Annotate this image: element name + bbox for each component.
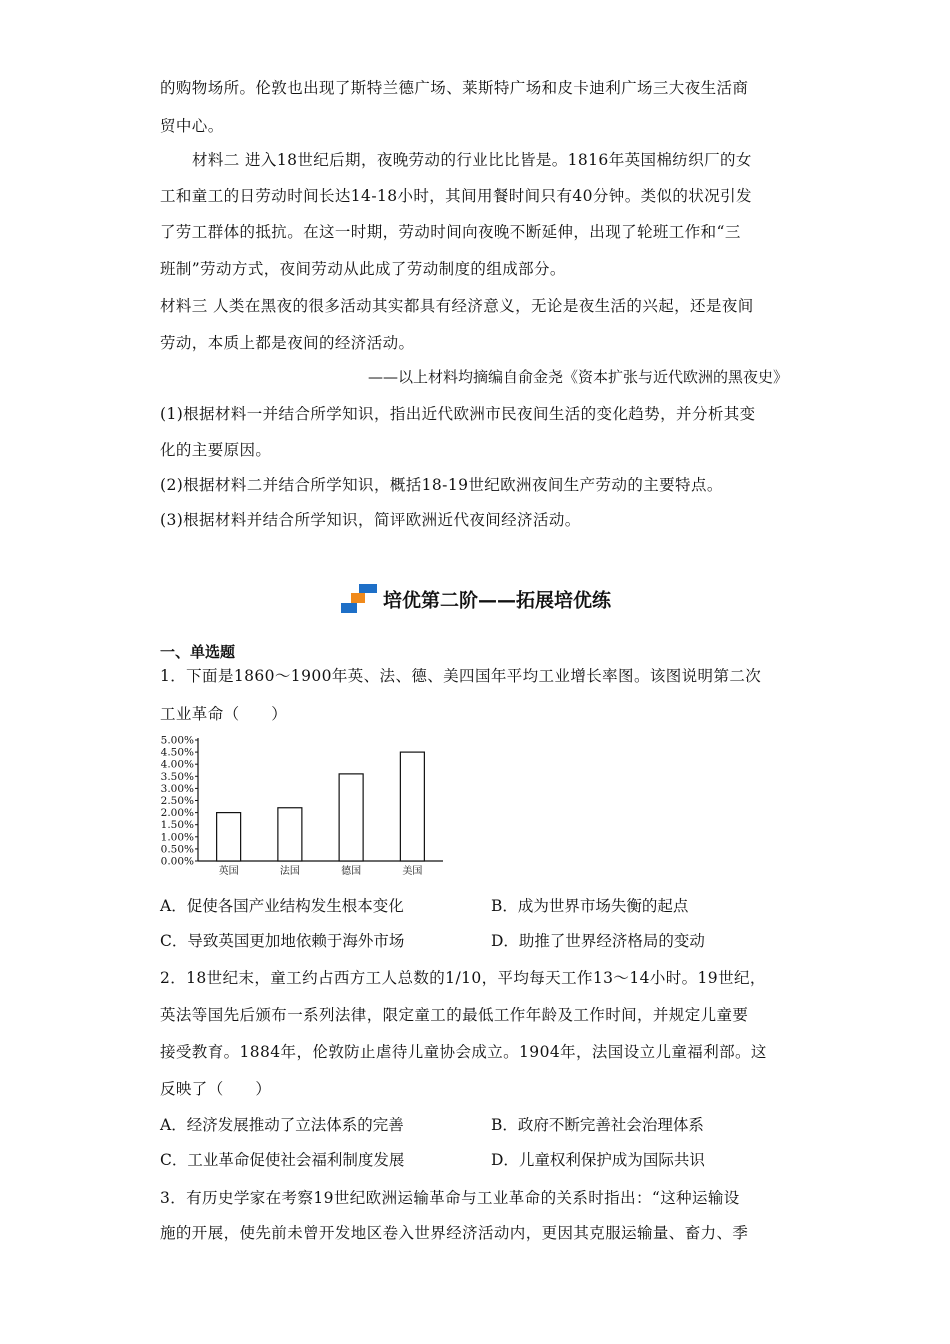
single-choice-heading: 一、单选题	[160, 643, 236, 661]
q1-stem-line: 工业革命（ ）	[160, 705, 288, 723]
q1-option-d[interactable]: D．助推了世界经济格局的变动	[491, 932, 705, 950]
question-line: (2)根据材料二并结合所学知识，概括18-19世纪欧洲夜间生产劳动的主要特点。	[160, 476, 723, 494]
y-tick-label: 2.00%	[160, 807, 194, 820]
q2-stem-line: 2．18世纪末，童工约占西方工人总数的1/10，平均每天工作13～14小时。19世纪，	[160, 969, 766, 987]
material-line: 劳动，本质上都是夜间的经济活动。	[160, 334, 415, 352]
bar-2	[339, 774, 363, 861]
q1-stem-line: 1．下面是1860～1900年英、法、德、美四国年平均工业增长率图。该图说明第二次	[160, 667, 762, 685]
q2-stem-line: 英法等国先后颁布一系列法律，限定童工的最低工作年龄及工作时间，并规定儿童要	[160, 1006, 749, 1024]
question-line: (1)根据材料一并结合所学知识，指出近代欧洲市民夜间生活的变化趋势，并分析其变	[160, 405, 756, 423]
y-tick-label: 4.50%	[160, 746, 194, 759]
section-title	[0, 584, 950, 614]
material-line: 班制”劳动方式，夜间劳动从此成了劳动制度的组成部分。	[160, 260, 566, 278]
x-category-label: 法国	[279, 866, 300, 877]
blocks-logo-icon	[339, 584, 379, 614]
y-tick-label: 2.50%	[160, 795, 194, 807]
material-line: 工和童工的日劳动时间长达14-18小时，其间用餐时间只有40分钟。类似的状况引发	[160, 187, 752, 205]
question-line: 化的主要原因。	[160, 441, 272, 459]
y-tick-label: 3.00%	[160, 782, 194, 795]
material-line: 了劳工群体的抵抗。在这一时期，劳动时间向夜晚不断延伸，出现了轮班工作和“三	[160, 223, 741, 241]
y-tick-label: 5.00%	[160, 734, 194, 747]
q2-stem-line: 反映了（ ）	[160, 1080, 272, 1098]
x-category-label: 英国	[218, 866, 239, 877]
material-line: 的购物场所。伦敦也出现了斯特兰德广场、莱斯特广场和皮卡迪利广场三大夜生活商	[160, 79, 749, 97]
q1-option-c[interactable]: C．导致英国更加地依赖于海外市场	[160, 932, 405, 950]
q3-stem-line: 3．有历史学家在考察19世纪欧洲运输革命与工业革命的关系时指出：“这种运输设	[160, 1189, 740, 1207]
y-tick-label: 3.50%	[160, 770, 194, 783]
question-line: (3)根据材料并结合所学知识，简评欧洲近代夜间经济活动。	[160, 511, 581, 529]
material-three-line: 材料三 人类在黑夜的很多活动其实都具有经济意义，无论是夜生活的兴起，还是夜间	[160, 297, 754, 315]
section-title-text: 培优第二阶——拓展培优练	[382, 589, 611, 612]
q2-option-a[interactable]: A．经济发展推动了立法体系的完善	[160, 1116, 404, 1134]
bar-3	[400, 752, 424, 861]
y-tick-label: 1.00%	[160, 831, 194, 844]
bar-1	[278, 808, 302, 861]
material-line: 贸中心。	[160, 117, 224, 135]
growth-rate-bar-chart	[158, 730, 448, 880]
material-two-line: 材料二 进入18世纪后期，夜晚劳动的行业比比皆是。1816年英国棉纺织厂的女	[192, 151, 752, 169]
x-category-label: 美国	[402, 866, 423, 877]
q2-stem-line: 接受教育。1884年，伦敦防止虐待儿童协会成立。1904年，法国设立儿童福利部。这	[160, 1043, 767, 1061]
source-citation: ——以上材料均摘编自俞金尧《资本扩张与近代欧洲的黑夜史》	[367, 368, 788, 386]
q1-option-b[interactable]: B．成为世界市场失衡的起点	[491, 897, 689, 915]
y-tick-label: 1.50%	[160, 819, 194, 832]
q1-option-a[interactable]: A．促使各国产业结构发生根本变化	[160, 897, 404, 915]
q3-stem-line: 施的开展，使先前未曾开发地区卷入世界经济活动内，更因其克服运输量、畜力、季	[160, 1224, 749, 1242]
bar-0	[217, 813, 241, 861]
y-tick-label: 4.00%	[160, 758, 194, 771]
y-tick-label: 0.50%	[160, 843, 194, 856]
q2-option-b[interactable]: B．政府不断完善社会治理体系	[491, 1116, 704, 1134]
q2-option-d[interactable]: D．儿童权利保护成为国际共识	[491, 1151, 705, 1169]
y-tick-label: 0.00%	[160, 855, 194, 868]
x-category-label: 德国	[341, 866, 362, 877]
q2-option-c[interactable]: C．工业革命促使社会福利制度发展	[160, 1151, 405, 1169]
